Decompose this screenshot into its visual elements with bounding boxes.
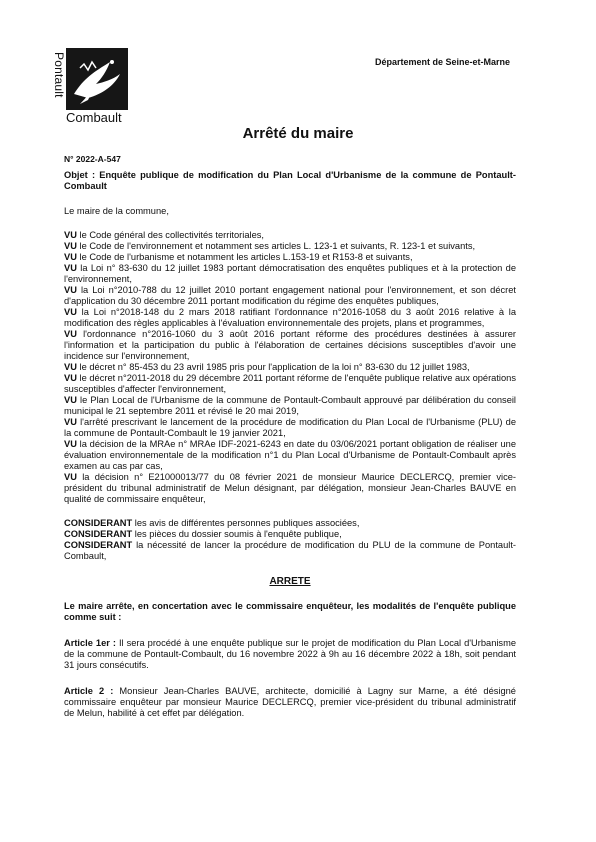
arrete-heading: ARRETE [269, 576, 311, 587]
article-1: Article 1er : Il sera procédé à une enquête publique sur le projet de modification du Plan Local d'Urbanisme de la commune de Pontault-Combault, du 16 novembre 2022 à 9h au 16 décembre 2022 à 18h, soit pendant 31 jours consécutifs. [64, 638, 516, 670]
considerant-item: CONSIDERANT la nécessité de lancer la procédure de modification du PLU de la commune de Pontault-Combault, [64, 540, 516, 561]
decree-reference: N° 2022-A-547 [64, 154, 121, 164]
bird-emblem-icon [66, 48, 128, 110]
considerant-list [64, 518, 516, 562]
considerant-item: CONSIDERANT les avis de différentes personnes publiques associées, [64, 518, 360, 528]
mayor-line: Le maire de la commune, [64, 206, 169, 216]
department-label: Département de Seine-et-Marne [374, 57, 510, 67]
vu-item: VU le décret n°2011-2018 du 29 décembre 2011 portant réforme de l'enquête publique relative aux opérations susceptibles d'affecter l'environnement, [64, 373, 516, 394]
logo-name-text: Combault [66, 110, 122, 125]
vu-list [64, 230, 516, 505]
vu-item: VU la Loi n°2018-148 du 2 mars 2018 ratifiant l'ordonnance n°2016-1058 du 3 août 2016 relative à la modification des règles applicables à l'évaluation environnementale des projets, plans et programmes, [64, 307, 516, 328]
decree-object: Objet : Enquête publique de modification du Plan Local d'Urbanisme de la commune de Pontault-Combault [64, 170, 516, 191]
article-2: Article 2 : Monsieur Jean-Charles BAUVE, architecte, domicilié à Lagny sur Marne, a été désigné commissaire enquêteur par monsieur Maurice DECLERCQ, premier vice-président du tribunal administratif de Melun, habilité à cet effet par délégation. [64, 686, 516, 718]
vu-item: VU l'arrêté prescrivant le lancement de la procédure de modification du Plan Local de l'Urbanisme (PLU) de la commune de Pontault-Combault le 19 janvier 2021, [64, 417, 516, 438]
vu-item: VU le décret n° 85-453 du 23 avril 1985 pris pour l'application de la loi n° 83-630 du 12 juillet 1983, [64, 362, 470, 372]
vu-item: VU la Loi n°2010-788 du 12 juillet 2010 portant engagement national pour l'environnement, et son décret d'application du 30 décembre 2011 portant modification du régime des enquêtes publiques, [64, 285, 516, 306]
vu-item: VU la Loi n° 83-630 du 12 juillet 1983 portant démocratisation des enquêtes publiques et à la protection de l'environnement, [64, 263, 516, 284]
page-title: Arrêté du maire [242, 125, 354, 142]
vu-item: VU le Code de l'environnement et notamment ses articles L. 123-1 et suivants, R. 123-1 et suivants, [64, 241, 476, 251]
municipal-logo [52, 48, 132, 130]
vu-item: VU la décision n° E21000013/77 du 08 février 2021 de monsieur Maurice DECLERCQ, premier vice-président du tribunal administratif de Melun désignant, par délégation, monsieur Jean-Charles BAUVE en qualité de commissaire enquêteur, [64, 472, 516, 504]
arrete-intro: Le maire arrête, en concertation avec le commissaire enquêteur, les modalités de l'enquête publique comme suit : [64, 601, 516, 622]
vu-item: VU le Code général des collectivités territoriales, [64, 230, 264, 240]
decree-body [64, 170, 516, 719]
logo-emblem [66, 48, 128, 110]
logo-vertical-text: Pontault [52, 52, 66, 98]
vu-item: VU le Code de l'urbanisme et notamment les articles L.153-19 et R153-8 et suivants, [64, 252, 413, 262]
vu-item: VU le Plan Local de l'Urbanisme de la commune de Pontault-Combault approuvé par délibération du conseil municipal le 21 septembre 2011 et révisé le 20 mai 2019, [64, 395, 516, 416]
vu-item: VU la décision de la MRAe n° MRAe IDF-2021-6243 en date du 03/06/2021 portant obligation de réaliser une évaluation environnementale de la modification n°1 du Plan Local d'Urbanisme de Pontault-Combault après examen au cas par cas, [64, 439, 516, 471]
vu-item: VU l'ordonnance n°2016-1060 du 3 août 2016 portant réforme des procédures destinées à assurer l'information et la participation du public à l'élaboration de certaines décisions susceptibles d'avoir une incidence sur l'environnement, [64, 329, 516, 361]
considerant-item: CONSIDERANT les pièces du dossier soumis à l'enquête publique, [64, 529, 342, 539]
